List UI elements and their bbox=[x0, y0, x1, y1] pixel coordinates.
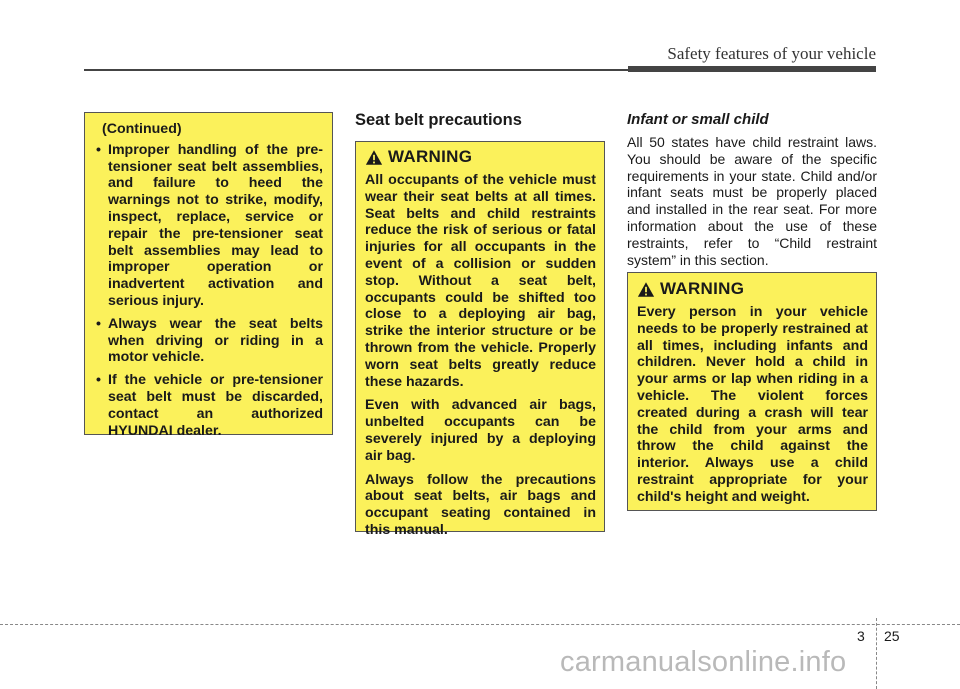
warning-header bbox=[365, 149, 596, 166]
continued-caution-box bbox=[84, 112, 333, 439]
continued-label: (Continued) bbox=[102, 121, 182, 137]
page-number: 25 bbox=[884, 628, 900, 644]
warning-label: WARNING bbox=[388, 147, 473, 167]
page-header-title: Safety features of your vehicle bbox=[667, 44, 876, 63]
continued-list bbox=[96, 142, 323, 440]
warning-box-seat-belts bbox=[355, 141, 605, 538]
warning-paragraph: Every person in your vehicle needs to be properly restrained at all times, including infants and children. Never hold a child in your arms or lap when riding in a vehicle. The violent forces created during a crash will tear the child from your arms and throw the child against the interior. Always use a child restraint appropriate for your child's height and weight. bbox=[637, 304, 868, 505]
section-heading: Seat belt precautions bbox=[355, 111, 522, 129]
warning-paragraph: Even with advanced air bags, unbelted occupants can be severely injured by a deploying air bag. bbox=[365, 397, 596, 464]
bullet-icon: • bbox=[96, 315, 101, 332]
watermark: carmanualsonline.info bbox=[560, 646, 847, 678]
subsection-heading: Infant or small child bbox=[627, 111, 769, 128]
list-item: • If the vehicle or pre-tensioner seat belt must be discarded, contact an authorized HYUNDAI dealer. bbox=[96, 372, 323, 439]
warning-paragraph: All occupants of the vehicle must wear their seat belts at all times. Seat belts and child restraints reduce the risk of serious or fatal injuries for all occupants in the event of a collision or sudden stop. Without a seat belt, occupants could be shifted too close to a deploying air bag, strike the interior structure or be thrown from the vehicle. Properly worn seat belts greatly reduce these hazards. bbox=[365, 172, 596, 390]
list-item: • Improper handling of the pre-tensioner seat belt assemblies, and failure to heed the warnings not to strike, modify, inspect, replace, service or repair the pre-tensioner seat belt assemblies may lead to improper operation or inadvertent activation and serious injury. bbox=[96, 141, 323, 309]
bullet-icon: • bbox=[96, 141, 101, 158]
warning-label: WARNING bbox=[660, 279, 745, 299]
footer-rule bbox=[0, 624, 960, 625]
warning-header bbox=[637, 281, 868, 298]
warning-paragraph: Always follow the precautions about seat belts, air bags and occupant seating contained in this manual. bbox=[365, 471, 596, 538]
bullet-icon: • bbox=[96, 372, 101, 389]
footer-divider bbox=[876, 618, 877, 689]
chapter-number: 3 bbox=[857, 628, 865, 644]
warning-triangle-icon bbox=[637, 281, 655, 298]
warning-triangle-icon bbox=[365, 149, 383, 166]
body-paragraph: All 50 states have child restraint laws. You should be aware of the specific requirements in your state. Child and/or infant seats must be properly placed and installed in the rear seat. For more information about the use of these restraints, refer to “Child restraint system” in this section. bbox=[627, 134, 877, 268]
warning-box-child bbox=[627, 272, 877, 511]
list-item: • Always wear the seat belts when driving or riding in a motor vehicle. bbox=[96, 315, 323, 366]
header-rule-accent bbox=[628, 66, 876, 72]
